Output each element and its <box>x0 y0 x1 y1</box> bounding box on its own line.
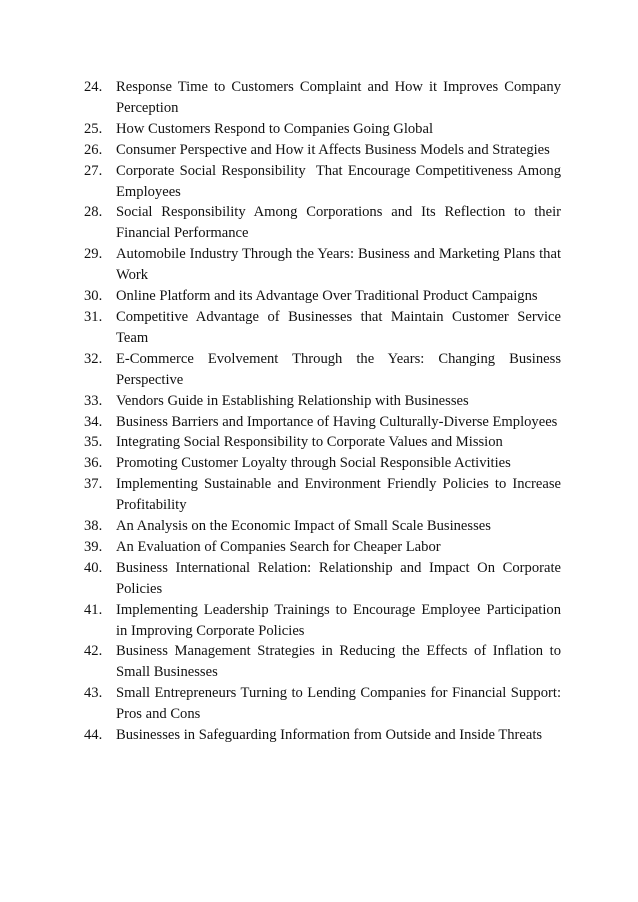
item-number: 38. <box>84 518 103 535</box>
item-number: 27. <box>84 162 103 179</box>
item-text: Automobile Industry Through the Years: Business and Marketing Plans that Work <box>116 246 561 284</box>
item-number: 44. <box>84 727 103 744</box>
item-number: 41. <box>84 601 103 618</box>
item-number: 24. <box>84 79 103 95</box>
item-number: 39. <box>84 538 103 555</box>
item-text: Corporate Social Responsibility That Encourage Competitiveness Among Employees <box>116 162 565 200</box>
list-item <box>84 244 561 286</box>
item-number: 42. <box>84 643 103 660</box>
list-item <box>84 641 561 683</box>
list-item <box>84 474 561 516</box>
item-number: 40. <box>84 559 103 576</box>
item-number: 35. <box>84 434 103 451</box>
list-item <box>84 140 561 161</box>
item-text: An Analysis on the Economic Impact of Small Scale Businesses <box>116 518 491 535</box>
item-number: 37. <box>84 476 103 493</box>
list-item <box>84 453 561 474</box>
item-text: E-Commerce Evolvement Through the Years: Changing Business Perspective <box>116 350 561 388</box>
item-text: Response Time to Customers Complaint and How it Improves Company Perception <box>116 79 561 116</box>
item-text: Business Barriers and Importance of Having Culturally-Diverse Employees <box>116 413 558 430</box>
item-text: Online Platform and its Advantage Over Traditional Product Campaigns <box>116 288 538 305</box>
list-item <box>84 202 561 244</box>
list-item <box>84 516 561 537</box>
list-item <box>84 432 561 453</box>
item-number: 31. <box>84 308 103 325</box>
item-text: Integrating Social Responsibility to Corporate Values and Mission <box>116 434 503 451</box>
item-number: 34. <box>84 413 103 430</box>
item-text: Social Responsibility Among Corporations and Its Reflection to their Financial Performance <box>116 204 561 242</box>
list-item <box>84 349 561 391</box>
item-number: 43. <box>84 685 103 702</box>
list-item <box>84 412 561 433</box>
item-number: 36. <box>84 455 103 472</box>
item-text: Promoting Customer Loyalty through Social Responsible Activities <box>116 455 511 472</box>
item-number: 32. <box>84 350 103 367</box>
list-item <box>84 286 561 307</box>
list-item <box>84 537 561 558</box>
item-number: 28. <box>84 204 103 221</box>
item-number: 33. <box>84 392 103 409</box>
list-item <box>84 307 561 349</box>
item-text: Competitive Advantage of Businesses that Maintain Customer Service Team <box>116 308 561 346</box>
list-item <box>84 558 561 600</box>
item-text: Small Entrepreneurs Turning to Lending Companies for Financial Support: Pros and Cons <box>116 685 561 723</box>
item-text: How Customers Respond to Companies Going Global <box>116 120 433 137</box>
list-item <box>84 600 561 642</box>
list-item <box>84 77 561 119</box>
list-item <box>84 119 561 140</box>
list-item <box>84 391 561 412</box>
item-number: 30. <box>84 288 103 305</box>
item-text: Business Management Strategies in Reducing the Effects of Inflation to Small Businesses <box>116 643 561 681</box>
list-item <box>84 683 561 725</box>
item-number: 25. <box>84 120 103 137</box>
list-item <box>84 161 565 203</box>
item-text: Implementing Leadership Trainings to Encourage Employee Participation in Improving Corporate Policies <box>116 601 561 639</box>
item-number: 26. <box>84 141 103 158</box>
topic-list <box>84 77 565 746</box>
item-number: 29. <box>84 246 103 263</box>
item-text: Businesses in Safeguarding Information from Outside and Inside Threats <box>116 727 543 744</box>
list-item <box>84 725 561 746</box>
item-text: Implementing Sustainable and Environment Friendly Policies to Increase Profitability <box>116 476 561 514</box>
item-text: Consumer Perspective and How it Affects Business Models and Strategies <box>116 141 550 158</box>
item-text: Business International Relation: Relationship and Impact On Corporate Policies <box>116 559 561 597</box>
item-text: An Evaluation of Companies Search for Cheaper Labor <box>116 538 441 555</box>
item-text: Vendors Guide in Establishing Relationship with Businesses <box>116 392 469 409</box>
